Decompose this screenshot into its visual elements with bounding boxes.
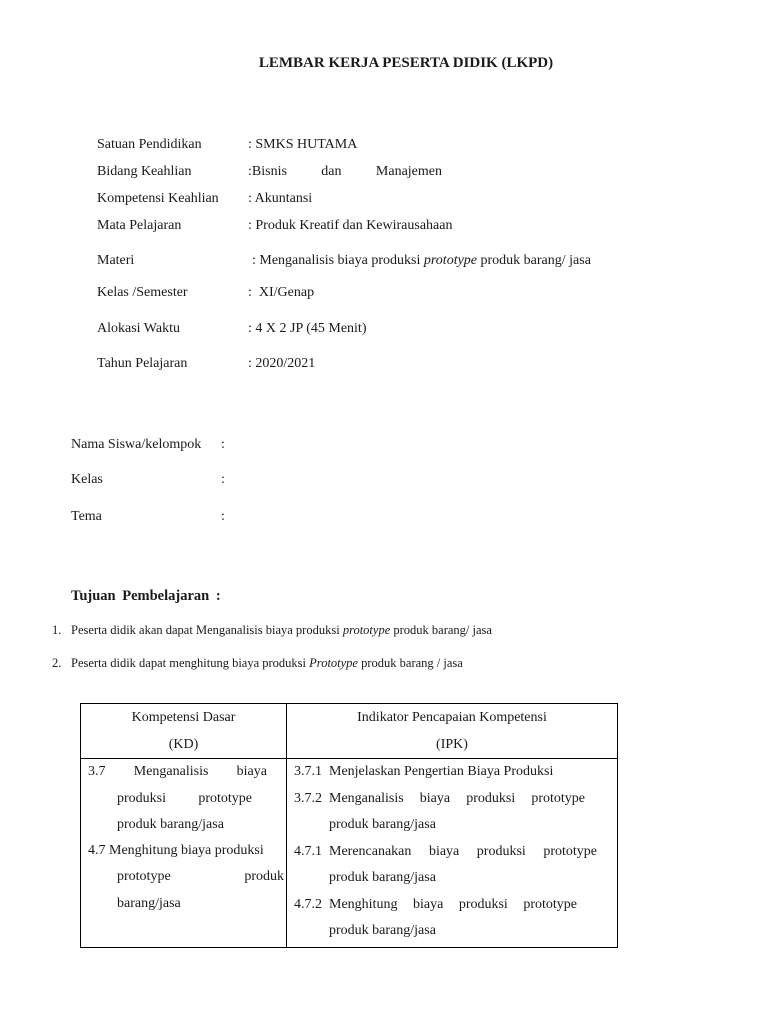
tema-label: Tema (71, 509, 102, 524)
ipk-item (294, 892, 617, 945)
satuan-label: Satuan Pendidikan (97, 137, 202, 152)
kd-word: produk (244, 869, 284, 884)
ipk-continuation: produk barang/jasa (329, 817, 436, 832)
ipk-code: 4.7.2 (294, 896, 322, 912)
kd-word: prototype (117, 869, 171, 884)
ipk-text (329, 892, 617, 945)
bidang-label: Bidang Keahlian (97, 164, 192, 179)
ipk-word: produksi (458, 896, 508, 912)
kompetensi-value: : Akuntansi (248, 191, 313, 206)
nama-siswa-colon: : (221, 437, 225, 452)
competency-table (80, 703, 618, 948)
kd-item-line (88, 759, 284, 786)
materi-italic: prototype (423, 253, 478, 268)
bidang-word: Manajemen (375, 164, 442, 179)
kd-item-line: 4.7 Menghitung biaya produksi (88, 842, 264, 858)
kd-cell (81, 759, 287, 948)
satuan-value: : SMKS HUTAMA (248, 137, 358, 152)
ipk-word: Menghitung (329, 896, 398, 912)
alokasi-value: : 4 X 2 JP (45 Menit) (248, 321, 367, 336)
kd-code: 3.7 (88, 764, 106, 779)
mapel-label: Mata Pelajaran (97, 218, 182, 233)
kd-header-abbr: (KD) (168, 737, 199, 752)
ipk-item (294, 759, 617, 786)
kd-item-line: barang/jasa (117, 895, 181, 911)
materi-prefix: : Menganalisis biaya produksi (252, 253, 424, 268)
kd-header-cell (81, 704, 287, 759)
tujuan-item (52, 623, 492, 638)
kd-word: produksi (117, 790, 166, 806)
kd-header-title: Kompetensi Dasar (131, 710, 236, 725)
mapel-value: : Produk Kreatif dan Kewirausahaan (248, 218, 453, 233)
kelas-label: Kelas (71, 472, 103, 487)
ipk-item (294, 786, 617, 839)
kelas-semester-value: : XI/Genap (248, 285, 315, 300)
ipk-word: prototype (531, 790, 585, 806)
nama-siswa-label: Nama Siswa/kelompok (71, 437, 202, 452)
tujuan-number: 1. (52, 623, 62, 637)
ipk-word: produksi (466, 790, 516, 806)
bidang-value (248, 164, 442, 180)
ipk-word: biaya (412, 896, 444, 912)
kompetensi-label: Kompetensi Keahlian (97, 191, 219, 206)
ipk-continuation: produk barang/jasa (329, 870, 436, 885)
tujuan-italic: Prototype (309, 656, 358, 670)
materi-label: Materi (97, 253, 135, 268)
ipk-text: Menjelaskan Pengertian Biaya Produksi (329, 764, 554, 779)
ipk-code: 3.7.1 (294, 764, 322, 779)
ipk-continuation: produk barang/jasa (329, 923, 436, 938)
materi-suffix: produk barang/ jasa (477, 253, 591, 268)
ipk-code: 4.7.1 (294, 843, 322, 859)
ipk-word: prototype (543, 843, 597, 859)
kd-item-line (88, 864, 284, 891)
ipk-text (329, 786, 617, 839)
kelas-colon: : (221, 472, 225, 487)
ipk-word: biaya (428, 843, 460, 859)
ipk-item (294, 839, 617, 892)
alokasi-label: Alokasi Waktu (97, 321, 180, 336)
ipk-code: 3.7.2 (294, 790, 322, 806)
ipk-header-title: Indikator Pencapaian Kompetensi (357, 710, 547, 725)
ipk-word: Merencanakan (329, 843, 412, 859)
kelas-semester-label: Kelas /Semester (97, 285, 188, 300)
tema-colon: : (221, 509, 225, 524)
tahun-value: : 2020/2021 (248, 356, 316, 371)
tujuan-italic: prototype (342, 623, 391, 637)
tujuan-suffix: produk barang/ jasa (390, 623, 492, 637)
kd-word: biaya (236, 764, 267, 779)
kd-word: Menganalisis (133, 764, 209, 779)
tujuan-prefix: Peserta didik akan dapat Menganalisis biaya produksi (71, 623, 343, 637)
tujuan-prefix: Peserta didik dapat menghitung biaya produksi (71, 656, 310, 670)
ipk-text (329, 839, 617, 892)
tahun-label: Tahun Pelajaran (97, 356, 188, 371)
ipk-word: biaya (419, 790, 451, 806)
materi-value (252, 253, 591, 269)
ipk-header-cell (287, 704, 618, 759)
ipk-word: prototype (523, 896, 577, 912)
kd-item-line: produk barang/jasa (117, 817, 224, 832)
ipk-word: produksi (476, 843, 526, 859)
bidang-word: :Bisnis (248, 164, 287, 179)
document-title: LEMBAR KERJA PESERTA DIDIK (LKPD) (258, 55, 554, 71)
ipk-header-abbr: (IPK) (436, 737, 468, 752)
tujuan-heading: Tujuan Pembelajaran : (71, 588, 221, 604)
tujuan-item (52, 656, 463, 671)
kd-item-line (88, 786, 284, 813)
ipk-cell (287, 759, 618, 948)
tujuan-number: 2. (52, 656, 62, 670)
bidang-word: dan (321, 164, 342, 179)
tujuan-suffix: produk barang / jasa (357, 656, 463, 670)
kd-word: prototype (198, 790, 252, 806)
ipk-word: Menganalisis (329, 790, 404, 806)
